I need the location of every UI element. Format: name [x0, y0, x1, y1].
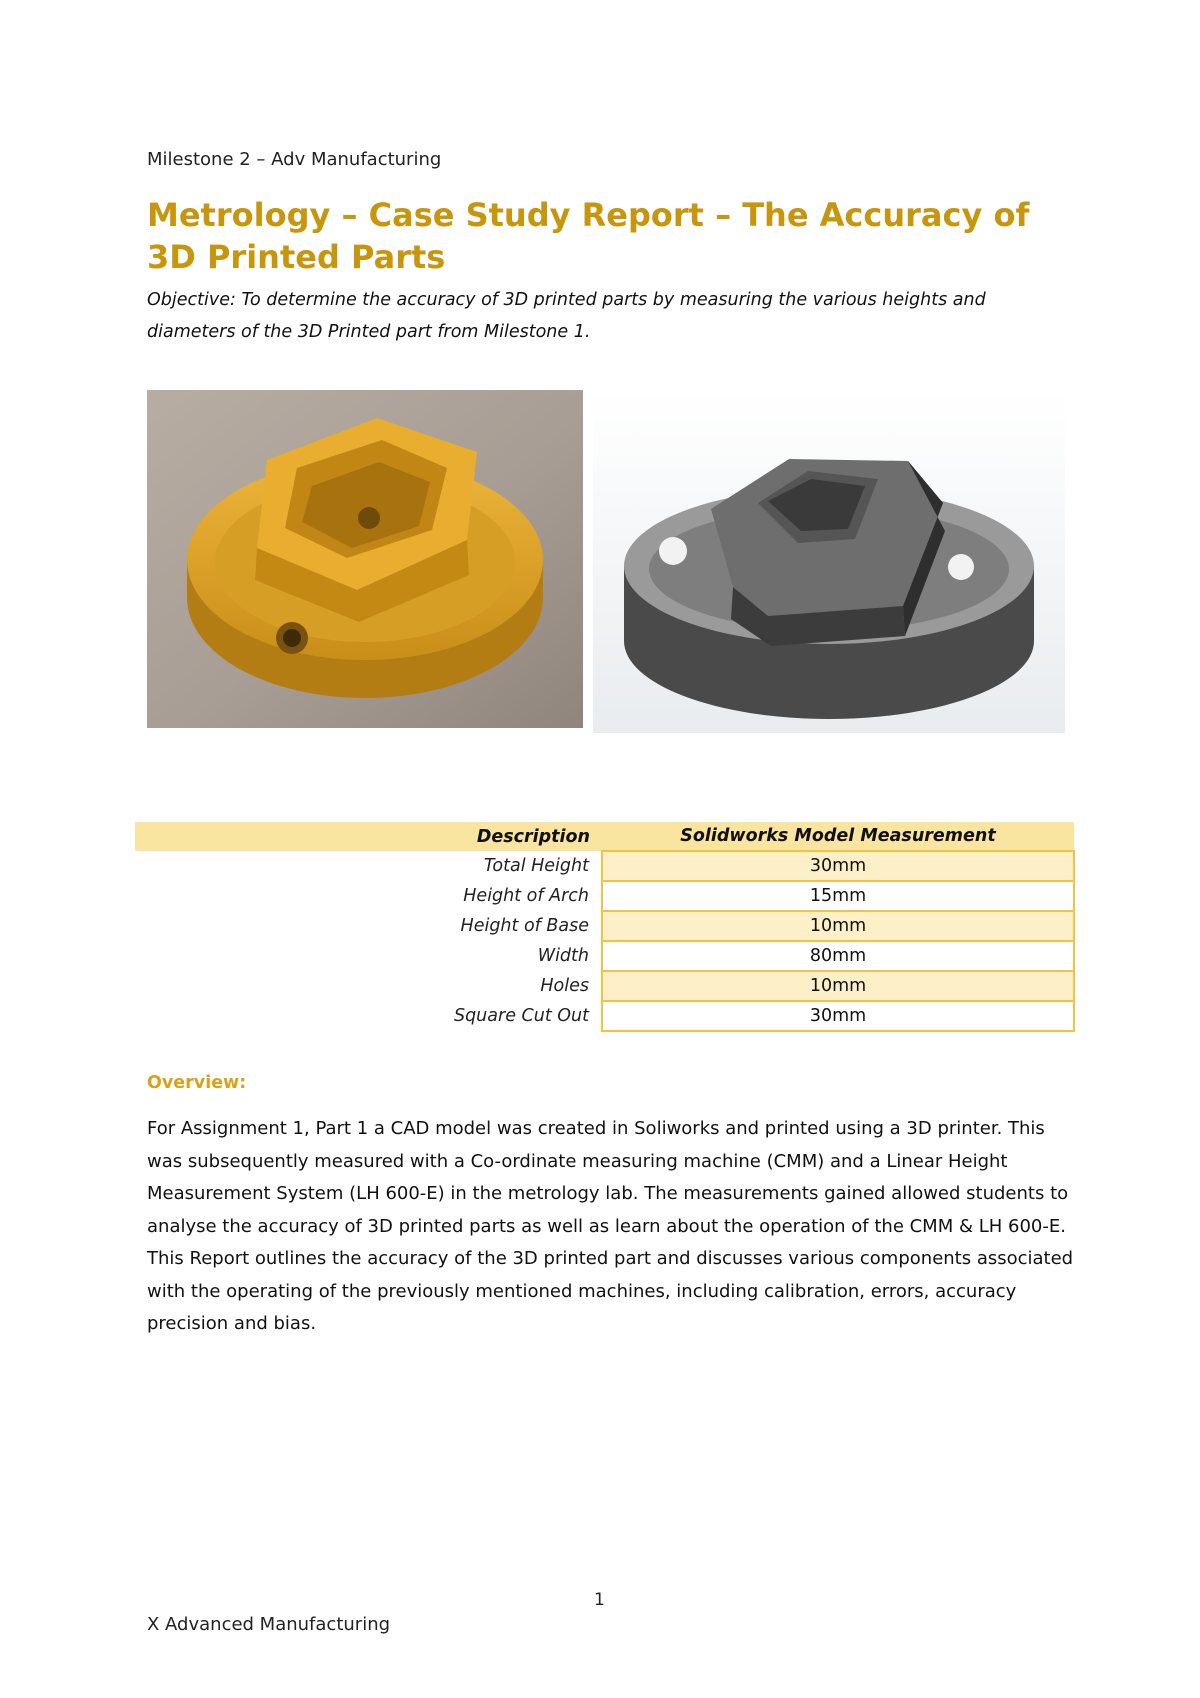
row-description: Total Height [483, 856, 589, 876]
row-description: Height of Base [460, 916, 589, 936]
measurement-table [135, 822, 1075, 1032]
objective-text: To determine the accuracy of 3D printed parts by measuring the various heights and diameters of the 3D Printed part from Milestone 1. [147, 290, 986, 342]
row-measurement: 15mm [602, 881, 1074, 911]
table-row [135, 911, 1074, 941]
overview-heading: Overview: [147, 1073, 247, 1093]
page-number: 1 [594, 1590, 605, 1610]
column-header-description: Description [135, 822, 602, 851]
row-measurement: 10mm [602, 971, 1074, 1001]
row-measurement: 30mm [602, 1001, 1074, 1031]
document-title: Metrology – Case Study Report – The Accuracy of 3D Printed Parts [147, 196, 1030, 276]
page-header: Milestone 2 – Adv Manufacturing [147, 149, 442, 170]
table-row [135, 941, 1074, 971]
table-row [135, 851, 1074, 881]
table-row [135, 971, 1074, 1001]
printed-part-photo [147, 390, 583, 728]
row-measurement: 10mm [602, 911, 1074, 941]
page-footer: X Advanced Manufacturing [147, 1614, 391, 1635]
row-description: Width [537, 946, 589, 966]
row-description: Holes [540, 976, 589, 996]
row-description: Square Cut Out [453, 1006, 589, 1026]
row-measurement: 80mm [602, 941, 1074, 971]
table-row [135, 1001, 1074, 1031]
overview-paragraph: For Assignment 1, Part 1 a CAD model was created in Soliworks and printed using a 3D printer. This was subsequently measured with a Co-ordinate measuring machine (CMM) and a Linear Height Measurement System (LH 600-E) in the metrology lab. The measurements gained allowed students to analyse the accuracy of 3D printed parts as well as learn about the operation of the CMM & LH 600-E. This Report outlines the accuracy of the 3D printed part and discusses various components associated with the operating of the previously mentioned machines, including calibration, errors, accuracy precision and bias. [147, 1118, 1074, 1334]
row-measurement: 30mm [602, 851, 1074, 881]
objective-label: Objective: [147, 290, 236, 310]
objective-paragraph [147, 284, 1077, 348]
column-header-measurement: Solidworks Model Measurement [602, 822, 1074, 851]
table-header-row [135, 822, 1074, 851]
solidworks-model-render [593, 391, 1065, 733]
row-description: Height of Arch [463, 886, 589, 906]
table-row [135, 881, 1074, 911]
